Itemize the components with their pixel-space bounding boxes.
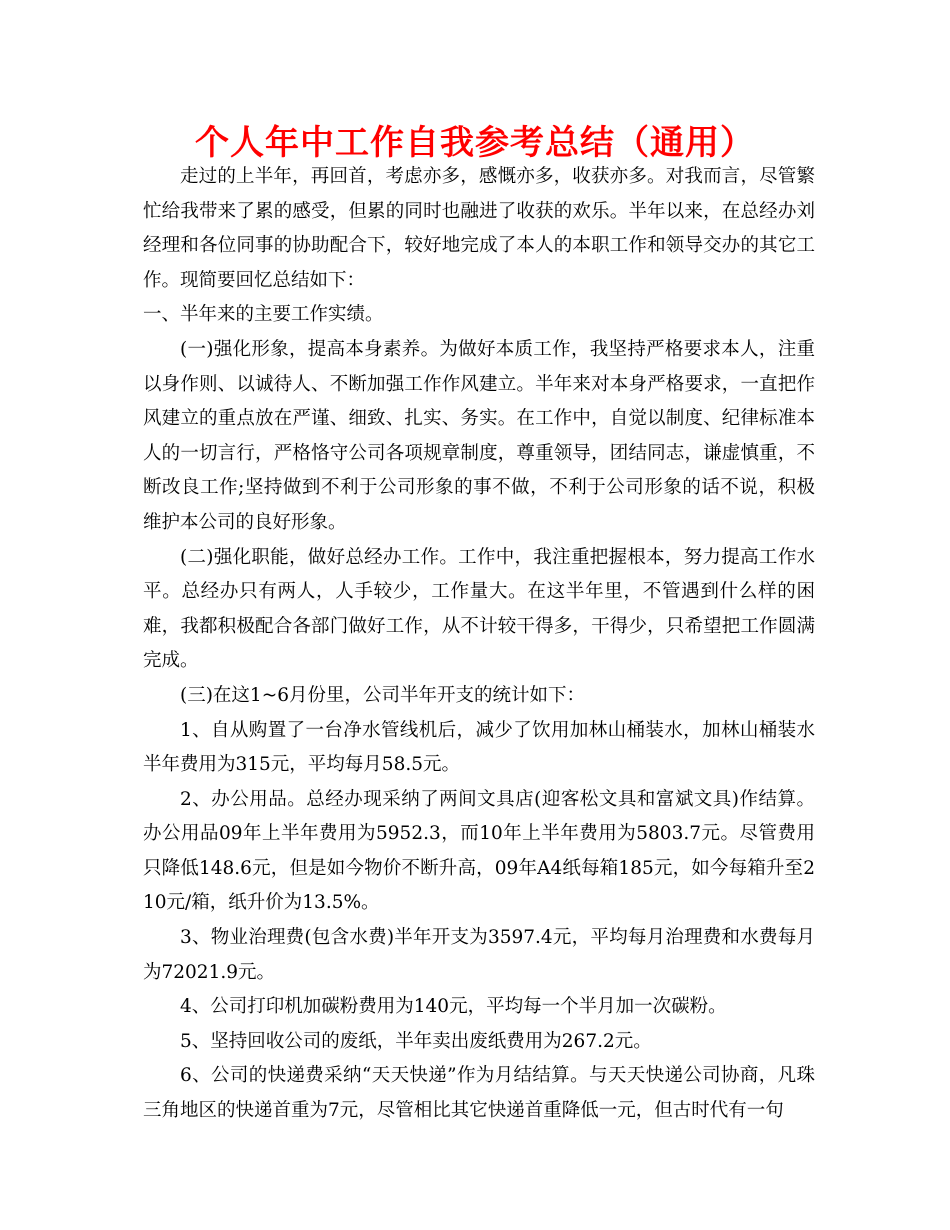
expense-item-property-fee: 3、物业治理费(包含水费)半年开支为3597.4元，平均每月治理费和水费每月为72021.9元。 bbox=[143, 927, 815, 983]
expense-item-office-supplies: 2、办公用品。总经办现采纳了两间文具店(迎客松文具和富斌文具)作结算。办公用品09年上半年费用为5952.3，而10年上半年费用为5803.7元。尽管费用只降低148.6元，但是如今物价不断升高，09年A4纸每箱185元，如今每箱升至210元/箱，纸升价为13.5%。 bbox=[143, 788, 815, 914]
expense-item-courier: 6、公司的快递费采纳“天天快递”作为月结结算。与天天快递公司协商，凡珠三角地区的快递首重为7元，尽管相比其它快递首重降低一元，但古时代有一句 bbox=[143, 1065, 815, 1122]
document-body bbox=[143, 160, 815, 1129]
intro-paragraph: 走过的上半年，再回首，考虑亦多，感慨亦多，收获亦多。对我而言，尽管繁忙给我带来了累的感受，但累的同时也融进了收获的欢乐。半年以来，在总经办刘经理和各位同事的协助配合下，较好地完成了本人的本职工作和领导交办的其它工作。现简要回忆总结如下： bbox=[143, 166, 815, 291]
document-title: 个人年中工作自我参考总结（通用） bbox=[195, 123, 755, 163]
expense-item-toner: 4、公司打印机加碳粉费用为140元，平均每一个半月加一次碳粉。 bbox=[180, 996, 727, 1018]
expense-item-water: 1、自从购置了一台净水管线机后，减少了饮用加林山桶装水，加林山桶装水半年费用为315元，平均每月58.5元。 bbox=[143, 719, 815, 776]
expense-item-waste-paper: 5、坚持回收公司的废纸，半年卖出废纸费用为267.2元。 bbox=[180, 1030, 652, 1052]
paragraph-image-building: (一)强化形象，提高本身素养。为做好本质工作，我坚持严格要求本人，注重以身作则、以诚待人、不断加强工作作风建立。半年来对本身严格要求，一直把作风建立的重点放在严谨、细致、扎实、务实。在工作中，自觉以制度、纪律标准本人的一切言行，严格恪守公司各项规章制度，尊重领导，团结同志，谦虚慎重，不断改良工作;坚持做到不利于公司形象的事不做，不利于公司形象的话不说，积极维护本公司的良好形象。 bbox=[143, 338, 815, 533]
paragraph-expense-intro: (三)在这1~6月份里，公司半年开支的统计如下： bbox=[180, 684, 585, 706]
paragraph-office-duties: (二)强化职能，做好总经办工作。工作中，我注重把握根本，努力提高工作水平。总经办只有两人，人手较少，工作量大。在这半年里，不管遇到什么样的困难，我都积极配合各部门做好工作，从不计较干得多，干得少，只希望把工作圆满完成。 bbox=[143, 546, 815, 672]
section-heading: 一、半年来的主要工作实绩。 bbox=[143, 304, 384, 326]
